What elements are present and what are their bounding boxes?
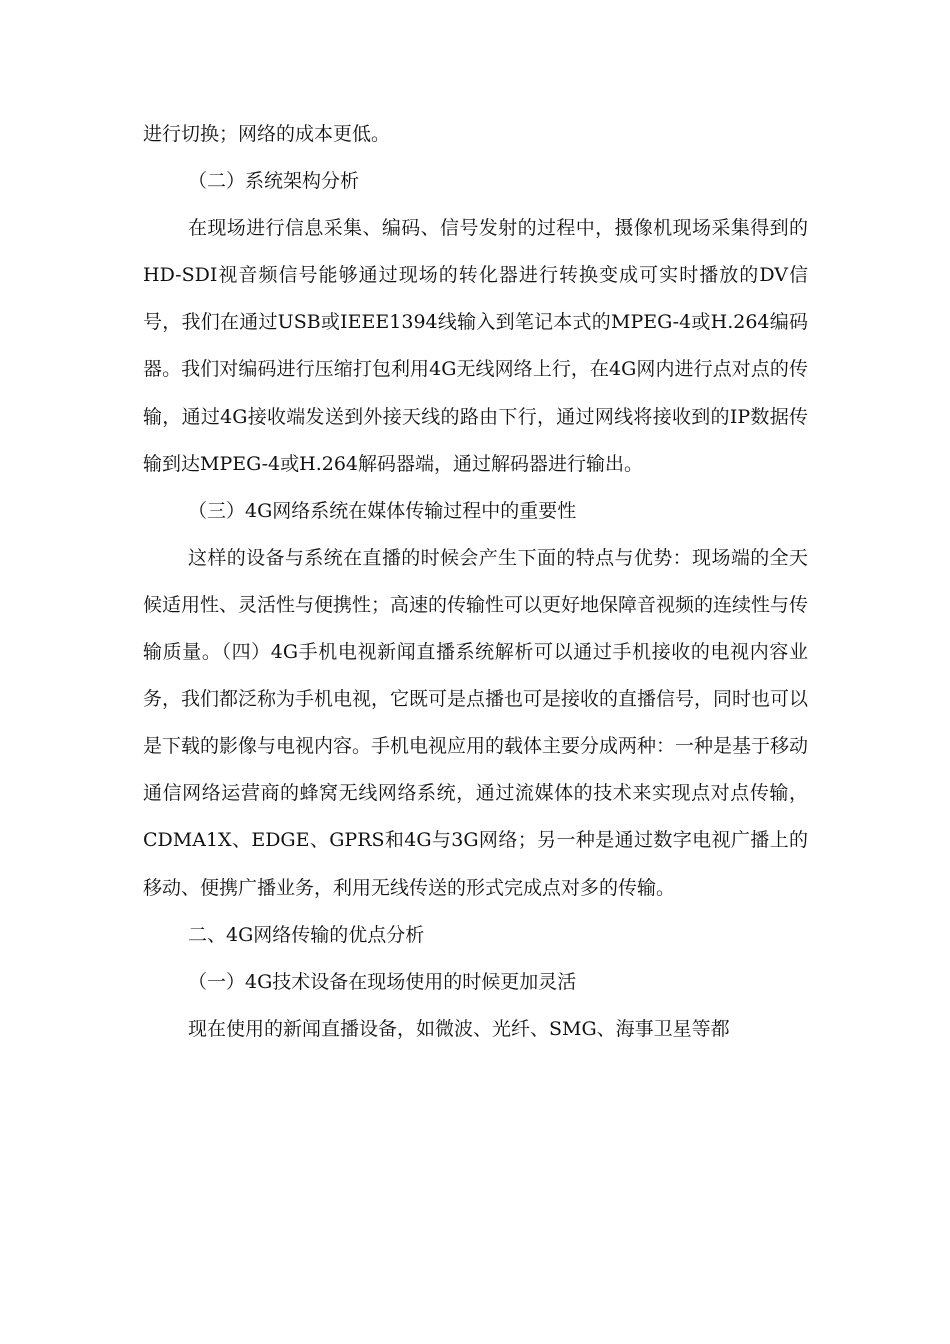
document-body [143,111,808,1053]
paragraph-continuation: 进行切换；网络的成本更低。 [143,123,391,145]
section-heading-flexibility: （一）4G技术设备在现场使用的时候更加灵活 [188,970,577,993]
section-heading-system-architecture: （二）系统架构分析 [188,170,360,193]
paragraph-importance: 这样的设备与系统在直播的时候会产生下面的特点与优势：现场端的全天候适用性、灵活性与便携性；高速的传输性可以更好地保障音视频的连续性与传输质量。（四）4G手机电视新闻直播系统解析可以通过手机接收的电视内容业务，我们都泛称为手机电视，它既可是点播也可是接收的直播信号，同时也可以是下载的影像与电视内容。手机电视应用的载体主要分成两种：一种是基于移动通信网络运营商的蜂窝无线网络系统，通过流媒体的技术来实现点对点传输，CDMA1X、EDGE、GPRS和4G与3G网络；另一种是通过数字电视广播上的移动、便携广播业务，利用无线传送的形式完成点对多的传输。 [143,546,809,899]
section-heading-importance: （三）4G网络系统在媒体传输过程中的重要性 [188,499,577,522]
paragraph-live-equipment: 现在使用的新闻直播设备，如微波、光纤、SMG、海事卫星等都 [188,1017,730,1040]
paragraph-system-architecture: 在现场进行信息采集、编码、信号发射的过程中，摄像机现场采集得到的HD-SDI视音频信号能够通过现场的转化器进行转换变成可实时播放的DV信号，我们在通过USB或IEEE1394线输入到笔记本式的MPEG-4或H.264编码器。我们对编码进行压缩打包利用4G无线网络上行，在4G网内进行点对点的传输，通过4G接收端发送到外接天线的路由下行，通过网线将接收到的IP数据传输到达MPEG-4或H.264解码器端，通过解码器进行输出。 [143,217,808,475]
section-heading-advantages: 二、4G网络传输的优点分析 [188,923,425,946]
